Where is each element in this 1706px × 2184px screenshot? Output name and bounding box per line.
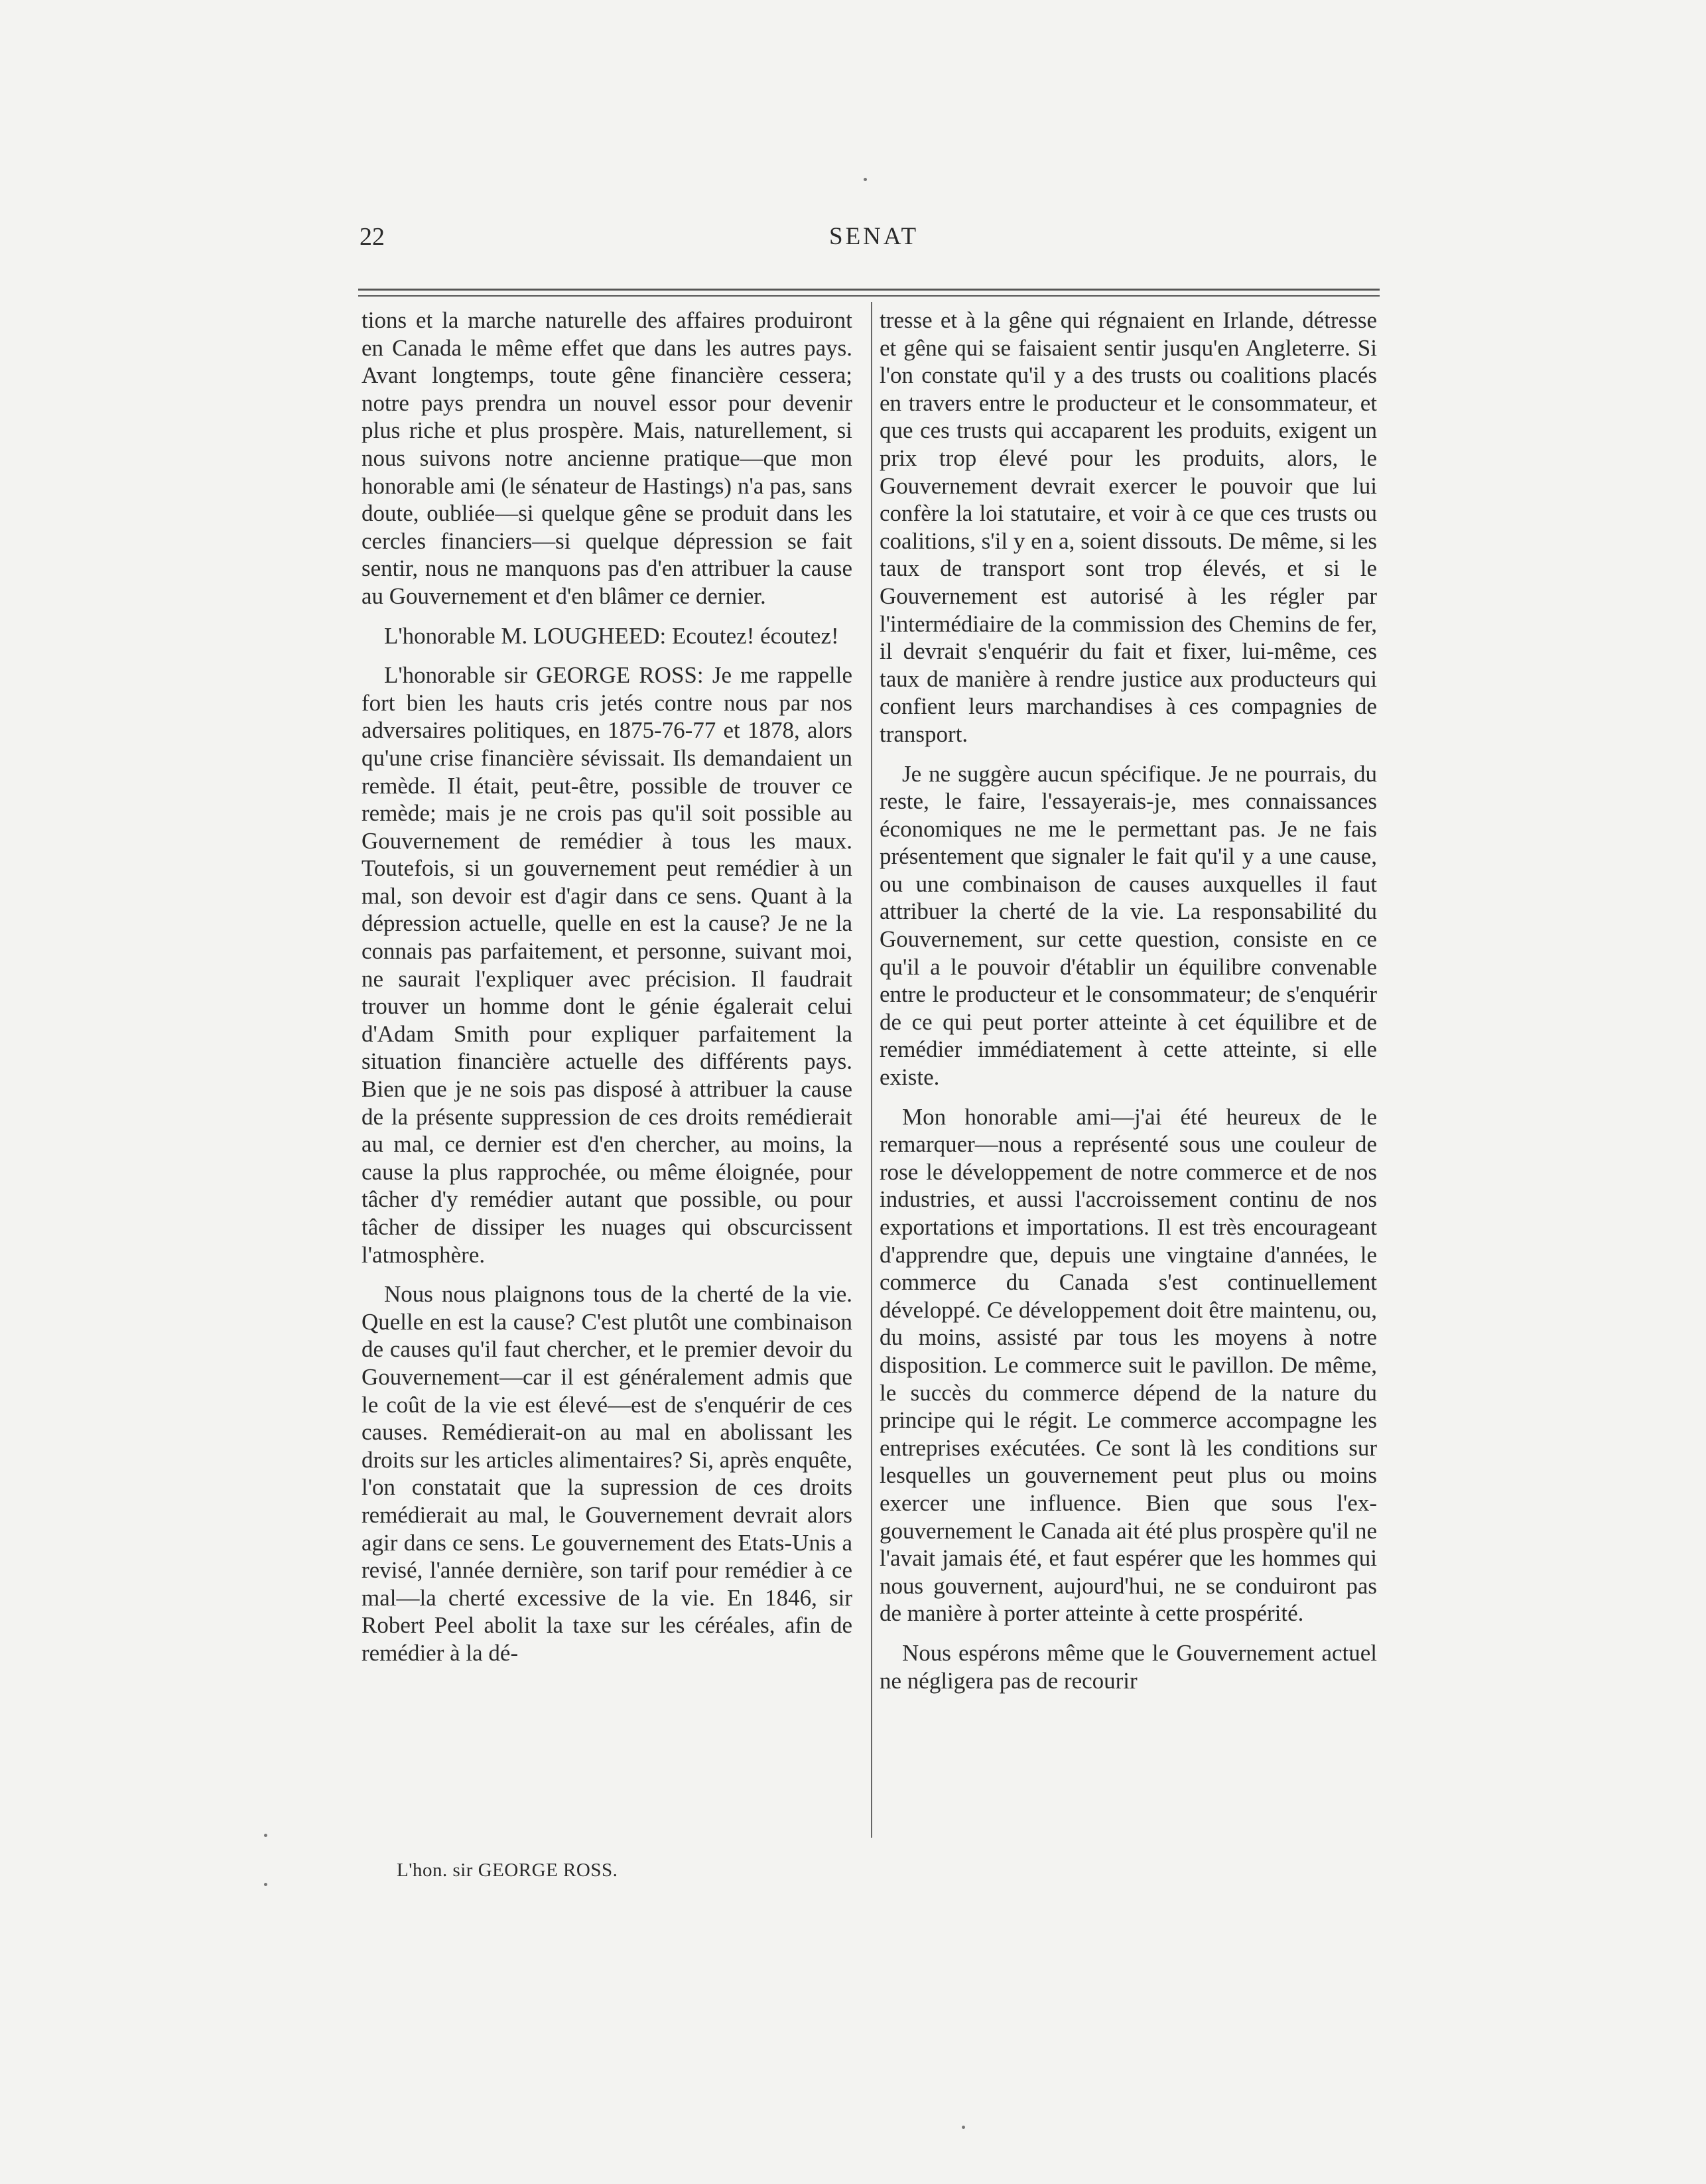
left-paragraph-4: Nous nous plaignons tous de la cherté de la vie. Quelle en est la cause? C'est plutôt une combinaison de causes qu'il faut chercher, et le premier devoir du Gouvernement—car il est généralement admis que le coût de la vie est élevé—est de s'enquérir de ces causes. Remédierait-on au mal en abolissant les droits sur les articles alimentaires? Si, après enquête, l'on constatait que la supression de ces droits remédierait au mal, le Gouvernement devrait alors agir dans ce sens. Le gouvernement des Etats-Unis a revisé, l'année dernière, son tarif pour remédier à ce mal—la cherté excessive de la vie. En 1846, sir Robert Peel abolit la taxe sur les céréales, afin de remédier à la dé-: [361, 1281, 852, 1666]
left-paragraph-2: L'honorable M. LOUGHEED: Ecoutez! écoutez!: [384, 622, 839, 649]
right-paragraph-3: Mon honorable ami—j'ai été heureux de le remarquer—nous a représenté sous une couleur de rose le développement de notre commerce et de nos industries, et aussi l'accroissement continu de nos exportations et importations. Il est très encourageant d'apprendre que, depuis une vingtaine d'années, le commerce du Canada s'est continuellement développé. Ce développement doit être maintenu, ou, du moins, assisté par tous les moyens à notre disposition. Le commerce suit le pavillon. De même, le succès du commerce dépend de la nature du principe qui le régit. Le commerce accompagne les entreprises exécutées. Ce sont là les conditions sur lesquelles un gouvernement peut plus ou moins exercer une influence. Bien que sous l'ex-gouvernement le Canada ait été plus prospère qu'il ne l'avait jamais été, et faut espérer que les hommes qui nous gouvernent, aujourd'hui, ne se conduiront pas de manière à porter atteinte à cette prospérité.: [880, 1103, 1377, 1627]
running-head: SENAT: [829, 223, 919, 250]
left-column: [361, 307, 852, 1679]
column-divider: [871, 302, 872, 1838]
right-paragraph-4: Nous espérons même que le Gouvernement actuel ne négligera pas de recourir: [880, 1639, 1377, 1694]
scan-speck: [264, 1883, 267, 1886]
left-paragraph-1: tions et la marche naturelle des affaires produiront en Canada le même effet que dans les autres pays. Avant longtemps, toute gêne financière cessera; notre pays prendra un nouvel essor pour devenir plus riche et plus prospère. Mais, naturellement, si nous suivons notre ancienne pratique—que mon honorable ami (le sénateur de Hastings) n'a pas, sans doute, oubliée—si quelque gêne se produit dans les cercles financiers—si quelque dépression se fait sentir, nous ne manquons pas d'en attribuer la cause au Gouvernement et d'en blâmer ce dernier.: [361, 307, 852, 609]
right-paragraph-2: Je ne suggère aucun spécifique. Je ne pourrais, du reste, le faire, l'essayerais-je, mes connaissances économiques ne me le permettant pas. Je ne fais présentement que signaler le fait qu'il y a une cause, ou une combinaison de causes auxquelles il faut attribuer la cherté de la vie. La responsabilité du Gouvernement, sur cette question, consiste en ce qu'il a le pouvoir d'établir un équilibre convenable entre le producteur et le consommateur; de s'enquérir de ce qui peut porter atteinte à cet équilibre et de remédier immédiatement à cette atteinte, si elle existe.: [880, 760, 1377, 1091]
page-number: 22: [360, 223, 385, 251]
scan-speck: [962, 2126, 965, 2129]
right-paragraph-1: tresse et à la gêne qui régnaient en Irlande, détresse et gêne qui se faisaient sentir jusqu'en Angleterre. Si l'on constate qu'il y a des trusts ou coalitions placés en travers entre le producteur et le consommateur, et que ces trusts qui accaparent les produits, exigent un prix trop élevé pour les produits, alors, le Gouvernement devrait exercer le pouvoir que lui confère la loi statutaire, et voir à ce que ces trusts ou coalitions, s'il y en a, soient dissouts. De même, si les taux de transport sont trop élevés, et si le Gouvernement est autorisé à les régler par l'intermédiaire de la commission des Chemins de fer, il devrait s'enquérir du fait et fixer, lui-même, ces taux de manière à rendre justice aux producteurs qui confient leurs marchandises à ces compagnies de transport.: [880, 307, 1377, 747]
header-rule-bottom: [358, 295, 1380, 297]
right-column: [880, 307, 1377, 1706]
left-paragraph-3: L'honorable sir GEORGE ROSS: Je me rappelle fort bien les hauts cris jetés contre nous par nos adversaires politiques, en 1875-76-77 et 1878, alors qu'une crise financière sévissait. Ils demandaient un remède. Il était, peut-être, possible de trouver ce remède; mais je ne crois pas qu'il soit possible au Gouvernement de remédier à tous les maux. Toutefois, si un gouvernement peut remédier à un mal, son devoir est d'agir dans ce sens. Quant à la dépression actuelle, quelle en est la cause? Je ne la connais pas parfaitement, et personne, suivant moi, ne saurait l'expliquer avec précision. Il faudrait trouver un homme dont le génie égalerait celui d'Adam Smith pour expliquer parfaitement la situation financière actuelle des différents pays. Bien que je ne sois pas disposé à attribuer la cause de la présente suppression de ces droits remédierait au mal, ce dernier est d'en chercher, au moins, la cause la plus rapprochée, ou même éloignée, pour tâcher d'y remédier autant que possible, ou pour tâcher de dissiper les nuages qui obscurcissent l'atmosphère.: [361, 662, 852, 1268]
header-rule-top: [358, 289, 1380, 291]
footer-speaker-name: L'hon. sir GEORGE ROSS.: [397, 1860, 618, 1881]
scan-speck: [264, 1834, 267, 1837]
scan-speck: [864, 178, 867, 181]
